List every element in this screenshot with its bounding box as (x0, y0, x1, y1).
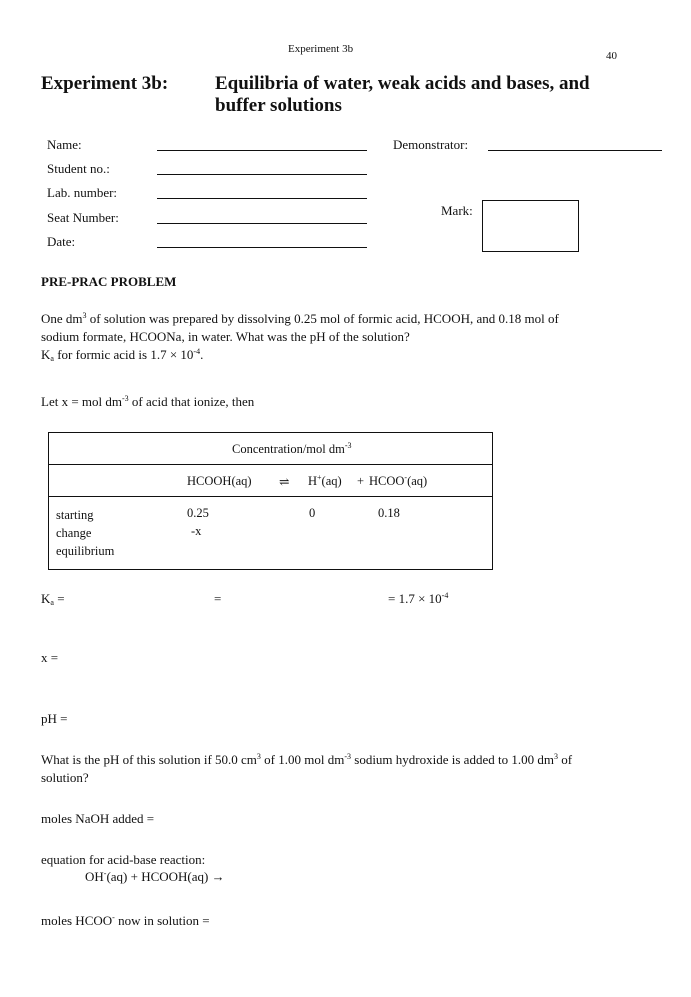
moles-formate-in-solution: moles HCOO- now in solution = (41, 913, 210, 928)
seat-number-field[interactable] (157, 223, 367, 224)
moles-naoh-added: moles NaOH added = (41, 811, 155, 826)
problem-line-3: $K_a$ for formic acid is $1.7 \times 10^{-4}$. (41, 347, 204, 363)
running-header: Experiment 3b (288, 43, 354, 55)
date-label: Date: (47, 234, 76, 249)
question-2-line-1: What is the pH of this solution if 50.0 $cm^3$ of 1.00 mol $dm^{-3}$ sodium hydroxide is added to 1.00 $dm^3$ of (41, 752, 573, 767)
row-labels (56, 506, 114, 560)
species-hcooh: HCOOH(aq) (187, 474, 252, 488)
problem-line-2: sodium formate, HCOONa, in water. What was the pH of the solution? (41, 329, 410, 344)
starting-hcooh: 0.25 (187, 506, 209, 520)
starting-h-plus: 0 (309, 506, 316, 520)
change-hcooh: -x (191, 524, 202, 538)
row-label-starting: starting (56, 508, 94, 522)
table-divider-1 (49, 464, 492, 465)
page-number: 40 (606, 50, 617, 62)
ka-result: = $1.7 \times 10^{-4}$ (388, 591, 449, 606)
seat-number-label: Seat Number: (47, 210, 119, 225)
starting-formate: 0.18 (378, 506, 400, 520)
ka-equals-2: = (214, 591, 222, 606)
student-no-label: Student no.: (47, 161, 110, 176)
student-no-field[interactable] (157, 174, 367, 175)
experiment-label: Experiment 3b: (41, 73, 169, 94)
let-x-statement: Let x = mol $dm^{-3}$ of acid that ionize, then (41, 394, 255, 409)
question-2-line-2: solution? (41, 770, 89, 785)
species-h-plus: H+(aq) (308, 473, 342, 488)
lab-number-field[interactable] (157, 198, 367, 199)
question-2 (41, 751, 671, 787)
x-equals: x = (41, 650, 59, 665)
ph-equals: pH = (41, 711, 68, 726)
ka-expression-label: $K_a$ = (41, 591, 65, 607)
species-formate: HCOO-(aq) (369, 473, 428, 488)
mark-label: Mark: (441, 203, 473, 218)
plus-sign: + (357, 474, 365, 488)
demonstrator-field[interactable] (488, 150, 662, 151)
row-label-equilibrium: equilibrium (56, 544, 115, 558)
demonstrator-label: Demonstrator: (393, 137, 469, 152)
date-field[interactable] (157, 247, 367, 248)
name-field[interactable] (157, 150, 367, 151)
lab-number-label: Lab. number: (47, 185, 118, 200)
experiment-title-line2: buffer solutions (215, 95, 342, 116)
equation-label: equation for acid-base reaction: (41, 852, 206, 867)
equilibrium-arrow: ⇌ (279, 475, 290, 489)
experiment-title-line1: Equilibria of water, weak acids and bases, and (215, 73, 590, 94)
section-heading: PRE-PRAC PROBLEM (41, 274, 177, 289)
problem-statement (41, 310, 661, 364)
table-header-concentration: Concentration/mol $dm^{-3}$ (232, 441, 352, 456)
row-label-change: change (56, 526, 92, 540)
reaction-equation: OH-(aq) + HCOOH(aq) → (85, 869, 225, 884)
mark-box[interactable] (482, 200, 579, 252)
name-label: Name: (47, 137, 82, 152)
problem-line-1: One $dm^3$ of solution was prepared by dissolving 0.25 mol of formic acid, HCOOH, and 0.18 mol of (41, 311, 559, 326)
table-divider-2 (49, 496, 492, 497)
ice-table (48, 432, 493, 570)
